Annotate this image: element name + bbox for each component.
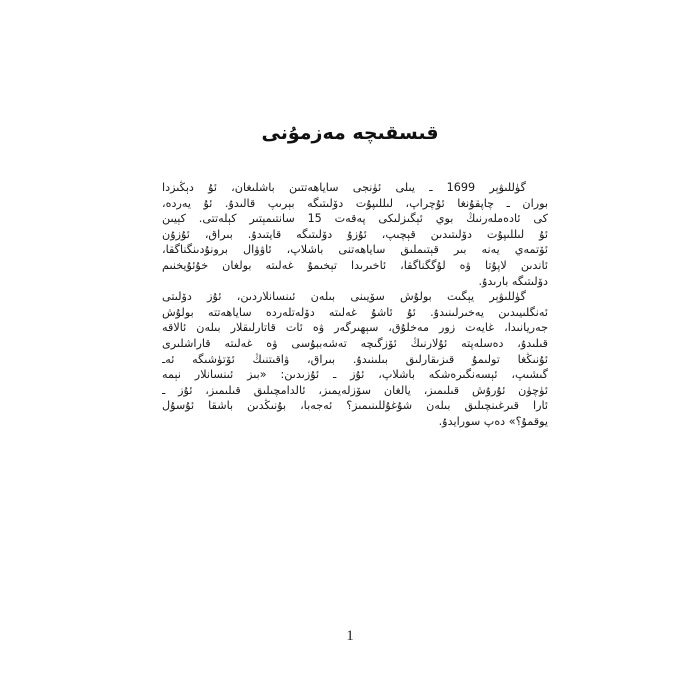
text-line: ئاندىن لاپۇتا ۋە لۇگگناگقا، ئاخىرىدا تېخىمۇ غەلىتە بولغان خۇئۇيخنىم bbox=[162, 258, 548, 272]
text-line: ئەنگلىيىدىن يەخىرلىنىدۇ. ئۇ ئاشۇ غەلىتە دۆلەتلەردە ساياھەتتە بولۇش bbox=[162, 305, 548, 319]
text-line: ئۈچۈن ئۇرۇش قىلىمىز، يالغان سۆزلەيمىز، ئالدامچىلىق قىلىمىز، ئۇز ـ bbox=[162, 383, 548, 397]
body-text bbox=[162, 180, 548, 430]
text-line: قىلىدۇ، دەسلەپتە ئۇلارنىڭ ئۆزگىچە تەشەببۇسى ۋە غەلىتە قاراشلىرى bbox=[162, 336, 548, 350]
text-line: كى ئادەملەرنىڭ بوي ئېگىزلىكى پەقەت 15 سانتىمېتىر كېلەتتى. كېيىن bbox=[162, 212, 548, 226]
text-line: دۆلىتىگە بارىدۇ. bbox=[478, 274, 548, 288]
page-title: قىسقىچە مەزمۇنى bbox=[261, 122, 439, 144]
paragraph-1 bbox=[162, 180, 548, 289]
text-line: ئۆتمەي يەنە بىر قېتىملىق ساياھەتنى باشلاپ، ئاۋۋال برونۇدىنگناگقا، bbox=[162, 243, 548, 257]
paragraph-2 bbox=[162, 289, 548, 429]
text-line: ئۇنىڭغا تولىمۇ قىزىقارلىق بىلىنىدۇ. بىراق، ۋاقىتنىڭ ئۆتۈشىگە ئەـ bbox=[162, 352, 548, 366]
text-line: جەريانىدا، غايەت زور مەخلۇق، سېھىرگەر ۋە ئات قاتارلىقلار بىلەن ئالاقە bbox=[162, 321, 548, 335]
text-line: گىشىپ، ئېسەنگىرەشكە باشلاپ، ئۇز ـ ئۇزىدىن: «بىز ئىنسانلار نېمە bbox=[162, 368, 548, 382]
text-line: يوقمۇ؟» دەپ سورايدۇ. bbox=[438, 414, 548, 428]
text-line: ئارا قىرغىنچىلىق بىلەن شۇغۇللىنىمىز؟ ئەجەبا، بۇنىڭدىن باشقا ئۇسۇل bbox=[162, 399, 548, 413]
text-line: ئۇ لىللىپۇت دۆلىتىدىن قېچىپ، ئۇزۇ دۆلىتىگە قايتىدۇ. بىراق، ئۇزۇن bbox=[162, 227, 548, 241]
text-line: گۈللىۋېر 1699 ـ يىلى ئۈنجى ساياھەتتىن باشلىغان، ئۇ دېڭىزدا bbox=[162, 181, 527, 194]
text-line: گۈللىۋېر يېگىت بولۇش سۆيىنى بىلەن ئىنسانلاردىن، ئۇز دۆلىتى bbox=[162, 290, 526, 304]
text-line: بوران ـ چاپقۇنغا ئۇچراپ، لىللىپۇت دۆلىتىگە بېرىپ قالىدۇ. ئۇ يەردە، bbox=[162, 196, 548, 210]
page-number: 1 bbox=[346, 628, 354, 644]
